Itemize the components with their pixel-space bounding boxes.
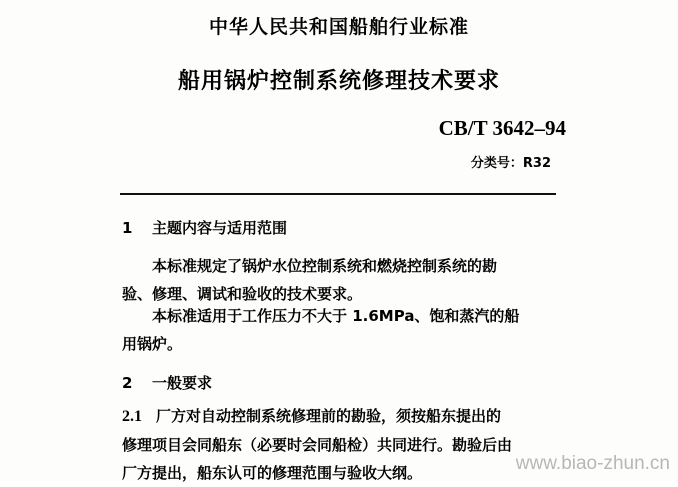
section-title: 一般要求 (152, 374, 213, 392)
paragraph-text: 修理项目会同船东（必要时会同船检）共同进行。勘验后由 (122, 436, 513, 454)
section-number: 2 (122, 374, 133, 392)
classification-number: 分类号：R32 (470, 156, 551, 171)
section-2-heading (122, 372, 212, 393)
watermark-text: www.biao-zhun.cn (515, 453, 670, 474)
standard-code: CB/T 3642–94 (438, 116, 566, 140)
paragraph-text: 验、修理、调试和验收的技术要求。 (122, 285, 363, 303)
paragraph-line (122, 330, 562, 358)
section-1-paragraph-1 (122, 252, 562, 308)
section-1-paragraph-2 (122, 302, 562, 358)
paragraph-text: 厂方对自动控制系统修理前的勘验，须按船东提出的 (156, 407, 502, 425)
header-divider (120, 193, 556, 195)
section-title: 主题内容与适用范围 (152, 219, 288, 237)
section-1-heading (122, 217, 287, 238)
clause-number: 2.1 (122, 408, 142, 425)
section-number: 1 (122, 219, 133, 237)
paragraph-line (122, 402, 562, 431)
paragraph-line (122, 252, 562, 280)
paragraph-line (122, 302, 562, 330)
issuer-title: 中华人民共和国船舶行业标准 (208, 16, 469, 38)
paragraph-text: 本标准规定了锅炉水位控制系统和燃烧控制系统的勘 (152, 257, 498, 275)
clause-2-1 (122, 402, 562, 487)
paragraph-text: 本标准适用于工作压力不大于 1.6MPa、饱和蒸汽的船 (152, 307, 520, 325)
document-title: 船用锅炉控制系统修理技术要求 (177, 69, 500, 94)
paragraph-line (122, 459, 562, 487)
paragraph-text: 厂方提出，船东认可的修理范围与验收大纲。 (122, 464, 423, 482)
paragraph-text: 用锅炉。 (122, 335, 183, 353)
paragraph-line (122, 431, 562, 459)
